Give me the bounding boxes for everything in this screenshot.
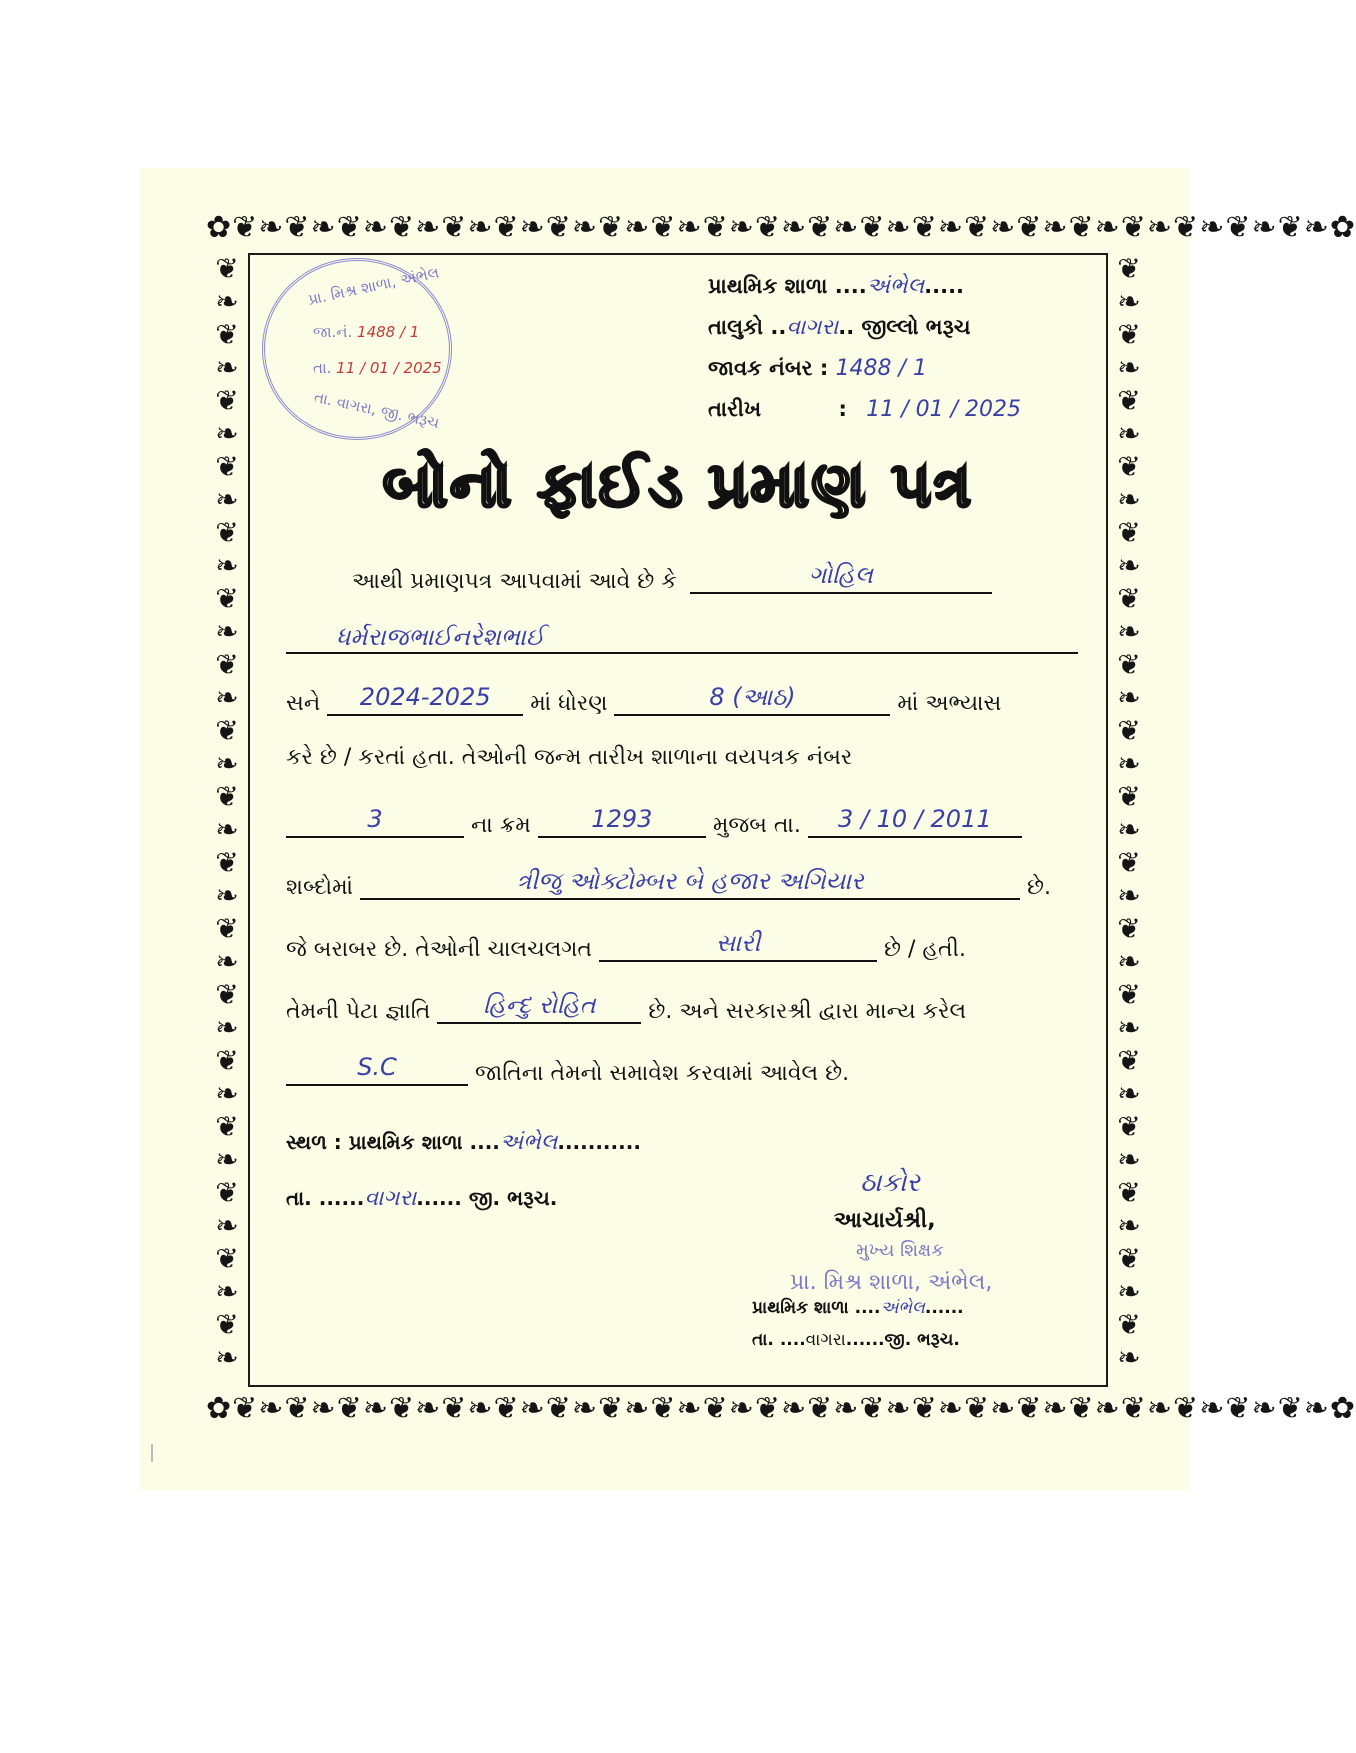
office-stamp (262, 258, 452, 440)
border-bottom: ✿❦❧❦❧❦❧❦❧❦❧❦❧❦❧❦❧❦❧❦❧❦❧❦❧❦❧❦❧❦❧❦❧❦❧❦❧❦❧❦❧❦❧✿ (206, 1391, 1356, 1426)
surname-field: ગોહિલ (690, 562, 992, 594)
footer-taluka-line: તા. ....વાગરા......જી. ભરૂચ. (752, 1330, 960, 1350)
caste-field: હિન્દુ રોહિત (437, 992, 641, 1024)
header-taluka-value: વાગરા (786, 315, 839, 340)
footer-school-line: પ્રાથમિક શાળા ....અંભેલ...... (752, 1298, 964, 1318)
place-line: સ્થળ : પ્રાથમિક શાળા ....અંભેલ........... (286, 1130, 641, 1155)
serial-line: 3 ના ક્રમ 1293 મુજબ તા. 3 / 10 / 2011 (286, 806, 1022, 838)
header-school: પ્રાથમિક શાળા ....અંભેલ..... (708, 274, 965, 299)
footer-school-value: અંભેલ (880, 1298, 925, 1318)
serial-field: 1293 (538, 806, 706, 838)
footer-taluka-value: વાગરા (805, 1330, 846, 1350)
category-line: S.C જાતિના તેમનો સમાવેશ કરવામાં આવેલ છે. (286, 1054, 849, 1086)
stamp-top-text: પ્રા. મિશ્ર શાળા, અંભેલ (306, 263, 441, 309)
scan-mark (151, 1444, 153, 1462)
stamp-number: 1488 / 1 (357, 323, 420, 341)
conduct-field: સારી (599, 930, 877, 962)
year-field: 2024-2025 (327, 684, 523, 716)
category-field: S.C (286, 1054, 468, 1086)
header-outward-value: 1488 / 1 (835, 356, 927, 381)
header-outward: જાવક નંબર : 1488 / 1 (708, 356, 927, 381)
principal-title: આચાર્યશ્રી, (834, 1208, 936, 1233)
standard-field: 8 (આઠ) (614, 684, 890, 716)
name-line (286, 624, 1078, 654)
full-name-field: ધર્મરાજભાઈનરેશભાઈ (286, 624, 1078, 654)
header-school-value: અંભેલ (866, 274, 925, 299)
intro-line: આથી પ્રમાણપત્ર આપવામાં આવે છે કે ગોહિલ (352, 562, 992, 594)
year-line: સને 2024-2025 માં ધોરણ 8 (આઠ) માં અભ્યાસ (286, 683, 1002, 716)
conduct-line: જે બરાબર છે. તેઓની ચાલચલગત સારી છે / હતી. (286, 929, 966, 962)
dob-register-line: કરે છે / કરતાં હતા. તેઓની જન્મ તારીખ શાળાના વયપત્રક નંબર (286, 745, 853, 770)
border-top: ✿❦❧❦❧❦❧❦❧❦❧❦❧❦❧❦❧❦❧❦❧❦❧❦❧❦❧❦❧❦❧❦❧❦❧❦❧❦❧❦❧❦❧✿ (206, 210, 1356, 245)
head-teacher-stamp: મુખ્ય શિક્ષક (856, 1240, 944, 1261)
register-field: 3 (286, 806, 464, 838)
stamp-date: 11 / 01 / 2025 (336, 359, 442, 377)
header-taluka: તાલુકો ..વાગરા.. જીલ્લો ભરૂચ (708, 315, 971, 340)
dob-field: 3 / 10 / 2011 (808, 806, 1022, 838)
border-right: ❦ ❧ ❦ ❧ ❦ ❧ ❦ ❧ ❦ ❧ ❦ ❧ ❦ ❧ ❦ ❧ ❦ ❧ ❦ ❧ ❦ ❧ ❦ ❧ ❦ ❧ ❦ ❧ ❦ ❧ ❦ ❧ ❦ ❧ (1117, 252, 1141, 1374)
header-date-value: 11 / 01 / 2025 (866, 397, 1022, 422)
stamp-number-line: જા.નં. 1488 / 1 (313, 323, 420, 341)
dob-words-field: ત્રીજુ ઓક્ટોમ્બર બે હજાર અગિયાર (360, 868, 1020, 900)
taluka-value: વાગરા (364, 1186, 417, 1211)
stamp-date-line: તા. 11 / 01 / 2025 (313, 359, 442, 377)
principal-signature: ઠાકોર (860, 1168, 920, 1198)
words-line: શબ્દોમાં ત્રીજુ ઓક્ટોમ્બર બે હજાર અગિયાર છે. (286, 867, 1052, 900)
taluka-line: તા. ......વાગરા...... જી. ભરૂચ. (286, 1186, 558, 1211)
border-left: ❦ ❧ ❦ ❧ ❦ ❧ ❦ ❧ ❦ ❧ ❦ ❧ ❦ ❧ ❦ ❧ ❦ ❧ ❦ ❧ ❦ ❧ ❦ ❧ ❦ ❧ ❦ ❧ ❦ ❧ ❦ ❧ ❦ ❧ (215, 252, 239, 1374)
stamp-bottom-text: તા. વાગરા, જી. ભરૂચ (312, 387, 441, 433)
place-value: અંભેલ (499, 1130, 558, 1155)
school-seal-stamp: પ્રા. મિશ્ર શાળા, અંભેલ, (790, 1270, 993, 1295)
header-date: તારીખ : 11 / 01 / 2025 (708, 397, 1022, 422)
page-title: બોનો ફાઈડ પ્રમાણ પત્ર (382, 448, 974, 521)
caste-line: તેમની પેટા જ્ઞાતિ હિન્દુ રોહિત છે. અને સરકારશ્રી દ્વારા માન્ય કરેલ (286, 991, 967, 1024)
